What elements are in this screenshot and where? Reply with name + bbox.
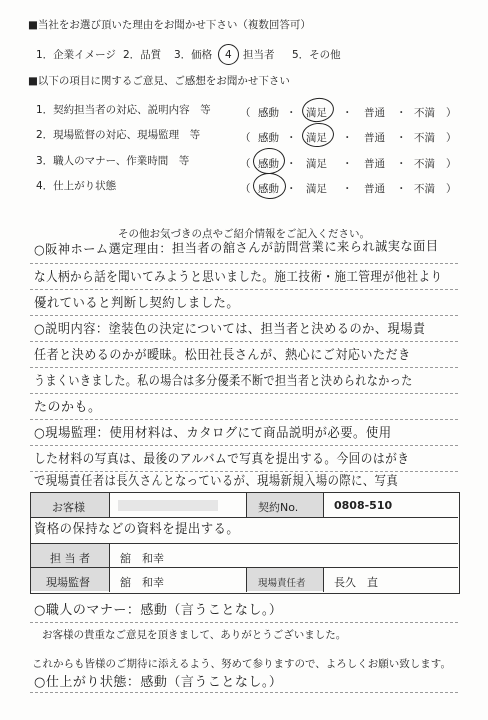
paren-close: ） [446, 158, 457, 170]
choice-dot: ・ [396, 107, 407, 119]
table-divider [323, 493, 324, 517]
paren-close: ） [446, 107, 457, 119]
paren-open: （ [240, 107, 251, 119]
other-comments-heading: その他お気づきの点やご紹介情報をご記入ください。 [118, 228, 370, 240]
handwritten-line: ○阪神ホーム選定理由：担当者の舘さんが訪問営業に来られ誠実な面目 [33, 239, 439, 258]
choice-dot: ・ [342, 132, 353, 144]
choice-kando: 感動 [258, 183, 279, 195]
q2-row-3-selected-circle [252, 147, 286, 175]
q2-row-3-label: 3．職人のマナー、作業時間 等 [36, 155, 190, 167]
choice-dot: ・ [286, 183, 297, 195]
ruled-line [30, 419, 458, 420]
handwritten-line: 任者と決めるのかが曖昧。松田社長さんが、熱心にご対応いただき [34, 348, 411, 363]
ruled-line [30, 692, 458, 693]
super-name: 舘 和幸 [120, 576, 164, 589]
choice-futsu: 普通 [364, 132, 385, 144]
choice-fuman: 不満 [414, 158, 435, 170]
choice-fuman: 不満 [414, 183, 435, 195]
closing-text: これからも皆様のご期待に添えるよう、努めて参りますので、よろしくお願い致します。 [32, 658, 451, 670]
choice-futsu: 普通 [364, 107, 385, 119]
choice-dot: ・ [286, 107, 297, 119]
site-name: 長久 直 [334, 576, 378, 589]
ruled-line [30, 445, 458, 446]
choice-dot: ・ [396, 132, 407, 144]
choice-dot: ・ [396, 158, 407, 170]
q1-option-4-number: 4 [225, 49, 232, 61]
rep-label: 担 当 者 [50, 552, 90, 565]
choice-fuman: 不満 [414, 107, 435, 119]
choice-manzoku: 満足 [306, 107, 327, 119]
choice-kando: 感動 [258, 158, 279, 170]
handwritten-line: ○説明内容：塗装色の決定については、担当者と決めるのか、現場責 [34, 322, 426, 337]
customer-name-redacted [118, 500, 218, 511]
q2-row-1-label: 1．契約担当者の対応、説明内容 等 [36, 104, 211, 116]
table-divider [109, 544, 110, 592]
choice-kando: 感動 [258, 107, 279, 119]
choice-manzoku: 満足 [306, 132, 327, 144]
handwritten-line: した材料の写真は、最後のアルバムで写真を提出する。今回のはがき [34, 452, 410, 467]
table-divider [109, 493, 110, 517]
choice-dot: ・ [342, 107, 353, 119]
paren-close: ） [446, 183, 457, 195]
choice-fuman: 不満 [414, 132, 435, 144]
handwritten-line: ○職人のマナー：感動（言うことなし。） [34, 603, 283, 618]
choice-dot: ・ [396, 183, 407, 195]
site-label: 現場責任者 [258, 578, 306, 589]
ruled-line [30, 471, 458, 472]
ruled-line [30, 622, 458, 623]
contract-number: 0808-510 [334, 499, 393, 512]
handwritten-line: ○仕上がり状態：感動（言うことなし。） [34, 675, 283, 690]
ruled-line [30, 263, 458, 264]
handwritten-line: たのかも。 [34, 400, 102, 415]
handwritten-line: ○現場監理：使用材料は、カタログにて商品説明が必要。使用 [34, 426, 392, 441]
handwritten-line: で現場責任者は長久さんとなっているが、現場新規入場の際に、写真 [34, 474, 399, 489]
rep-name: 舘 和幸 [120, 552, 164, 565]
choice-dot: ・ [286, 132, 297, 144]
handwritten-line: な人柄から話を聞いてみようと思いました。施工技術・施工管理が他社より [34, 270, 443, 285]
choice-dot: ・ [286, 158, 297, 170]
choice-dot: ・ [342, 183, 353, 195]
ruled-line [30, 367, 458, 368]
paren-open: （ [240, 158, 251, 170]
handwritten-line: 優れていると判断し契約しました。 [34, 296, 240, 311]
q1-title: ■当社をお選び頂いた理由をお聞かせ下さい（複数回答可） [28, 19, 311, 31]
choice-kando: 感動 [258, 132, 279, 144]
q1-option-quality: 2．品質 [123, 49, 162, 61]
q1-selected-circle [218, 44, 239, 65]
handwritten-line: うまくいきました。私の場合は多分優柔不断で担当者と決められなかった [34, 374, 413, 389]
table-divider [31, 517, 458, 518]
choice-futsu: 普通 [364, 158, 385, 170]
q2-row-4-label: 4．仕上がり状態 [36, 180, 117, 192]
thanks-text: お客様の貴重なご意見を頂きまして、ありがとうございました。 [42, 629, 347, 641]
choice-manzoku: 満足 [306, 183, 327, 195]
q1-option-staff: 担当者 [243, 49, 275, 61]
customer-label: お客様 [52, 501, 85, 514]
ruled-line [30, 315, 458, 316]
ruled-line [30, 341, 458, 342]
paren-open: （ [240, 132, 251, 144]
q2-row-2-label: 2．現場監督の対応、現場監理 等 [36, 129, 201, 141]
paren-open: （ [240, 183, 251, 195]
contract-label: 契約No. [258, 501, 299, 514]
q2-title: ■以下の項目に関するご意見、ご感想をお聞かせ下さい [28, 75, 290, 87]
paren-close: ） [446, 132, 457, 144]
ruled-line [30, 393, 458, 394]
ruled-line [30, 289, 458, 290]
handwritten-line: 資格の保持などの資料を提出する。 [34, 522, 240, 537]
choice-dot: ・ [342, 158, 353, 170]
choice-futsu: 普通 [364, 183, 385, 195]
q1-option-price: 3．価格 [174, 49, 213, 61]
q1-option-image: 1．企業イメージ [36, 49, 116, 61]
table-divider [323, 568, 324, 592]
choice-manzoku: 満足 [306, 158, 327, 170]
q1-option-other: 5．その他 [292, 49, 341, 61]
super-label: 現場監督 [46, 576, 90, 589]
